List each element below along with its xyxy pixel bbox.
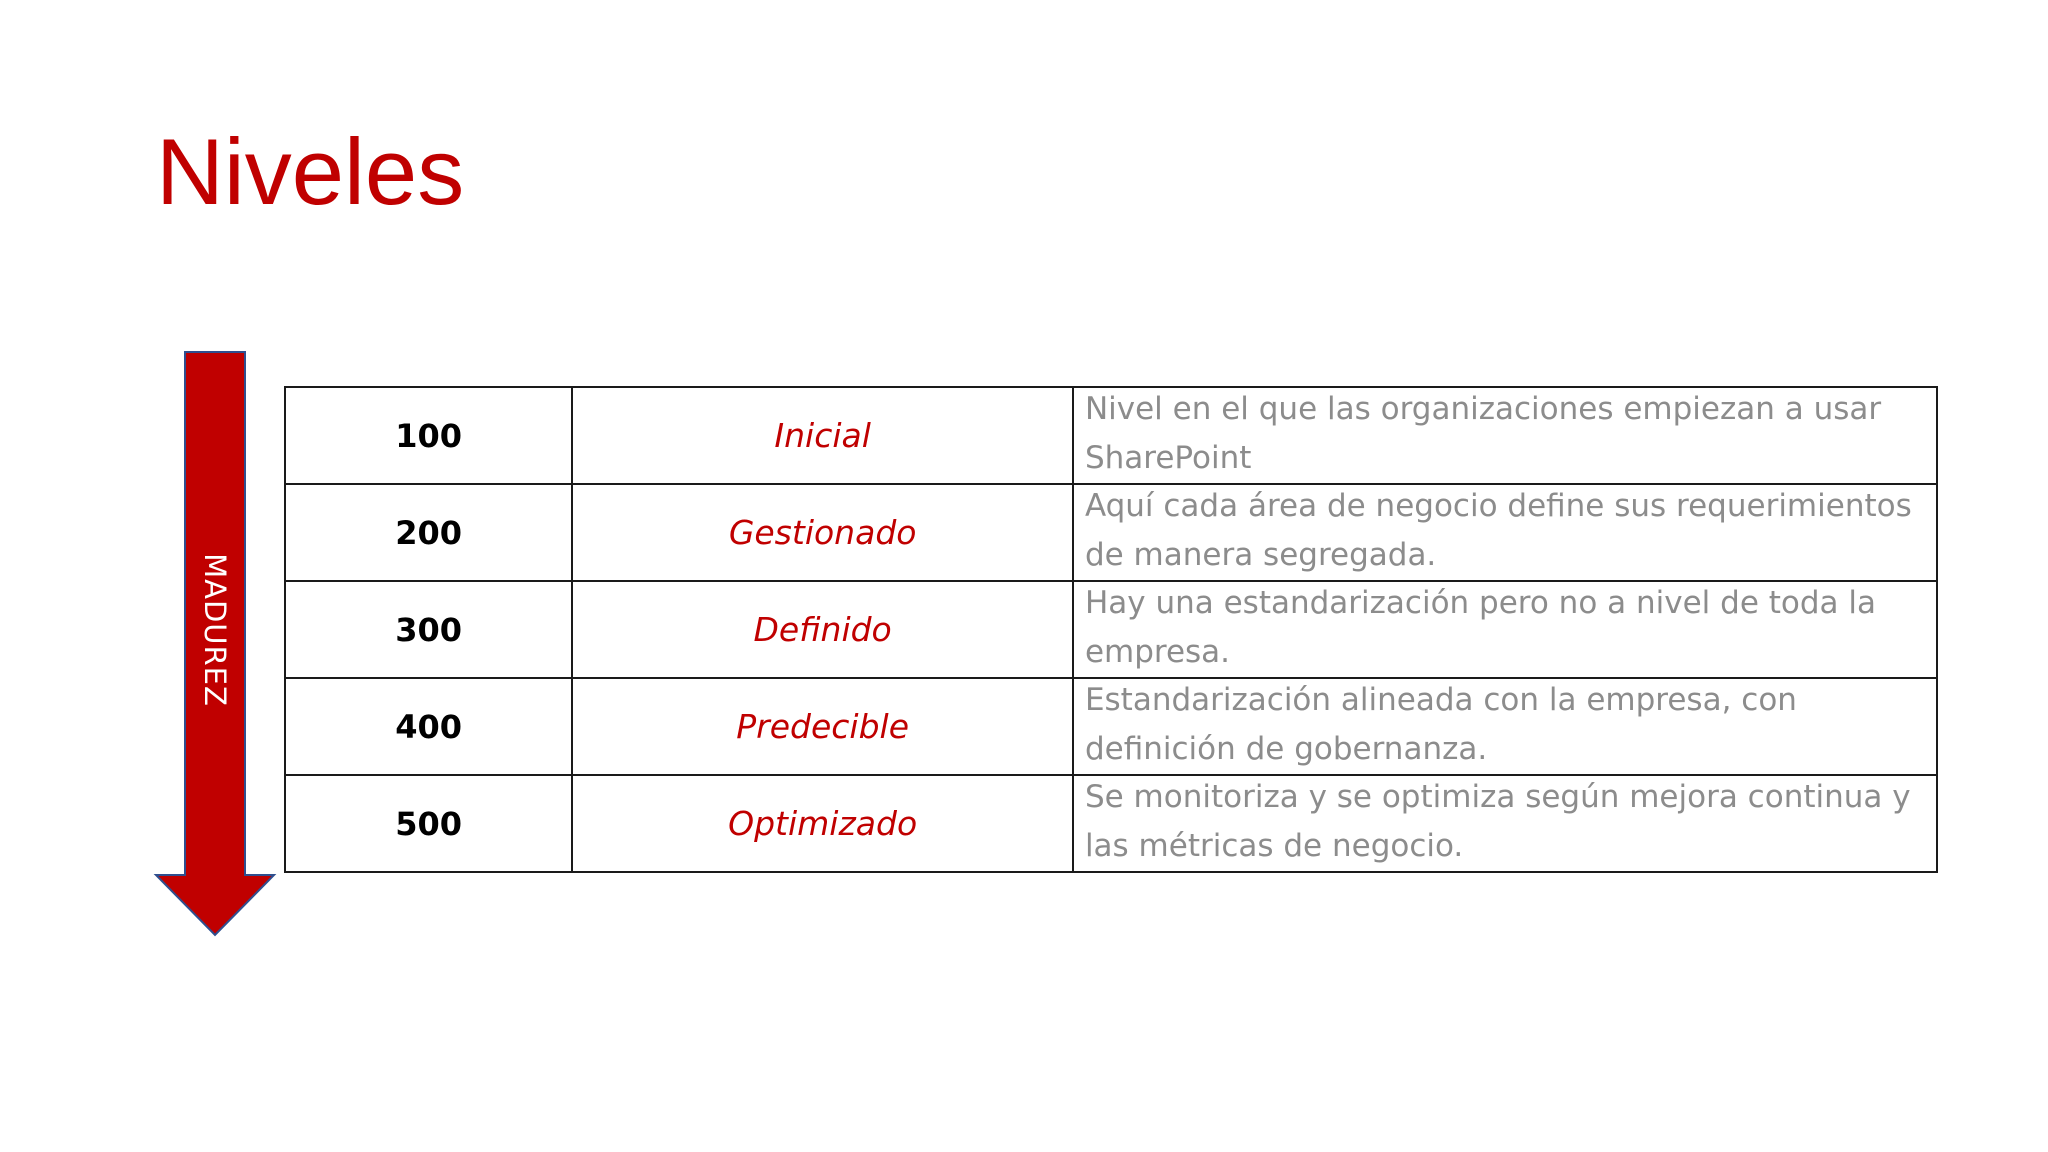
level-name: Inicial [572, 387, 1073, 484]
level-name: Gestionado [572, 484, 1073, 581]
table-row [285, 775, 1937, 872]
level-number: 300 [285, 581, 572, 678]
level-description: Nivel en el que las organizaciones empiezan a usar SharePoint [1084, 391, 1882, 476]
maturity-arrow [150, 350, 280, 938]
level-description-cell [1073, 581, 1937, 678]
table-row [285, 387, 1937, 484]
level-description: Hay una estandarización pero no a nivel de toda la empresa. [1084, 585, 1876, 670]
maturity-label: MADUREZ [198, 553, 232, 707]
level-description-cell [1073, 678, 1937, 775]
level-description: Se monitoriza y se optimiza según mejora continua y las métricas de negocio. [1084, 779, 1911, 864]
table-row [285, 581, 1937, 678]
table-row [285, 484, 1937, 581]
level-description-cell [1073, 775, 1937, 872]
level-description-cell [1073, 387, 1937, 484]
level-description: Estandarización alineada con la empresa, con definición de gobernanza. [1084, 682, 1797, 767]
level-number: 200 [285, 484, 572, 581]
level-name: Predecible [572, 678, 1073, 775]
slide-title: Niveles [156, 119, 465, 224]
table-row [285, 678, 1937, 775]
level-number: 500 [285, 775, 572, 872]
levels-table [284, 386, 1938, 873]
level-number: 400 [285, 678, 572, 775]
level-description: Aquí cada área de negocio define sus requerimientos de manera segregada. [1084, 488, 1912, 573]
level-description-cell [1073, 484, 1937, 581]
level-number: 100 [285, 387, 572, 484]
level-name: Definido [572, 581, 1073, 678]
level-name: Optimizado [572, 775, 1073, 872]
